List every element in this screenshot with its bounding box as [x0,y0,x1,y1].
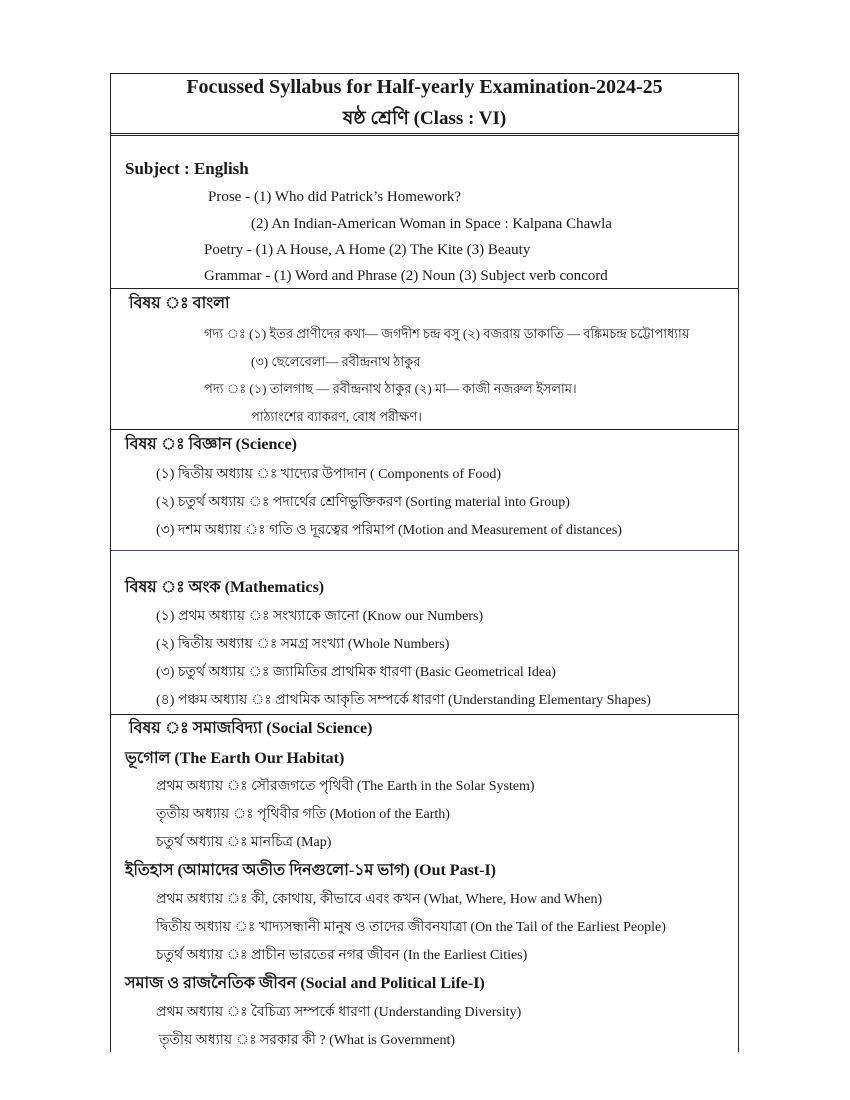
page-title: Focussed Syllabus for Half-yearly Examination-2024-25 [186,76,663,98]
section-divider [111,429,738,430]
bangla-line: পাঠ্যাংশের ব্যাকরণ, বোধ পরীক্ষণ। [251,409,422,424]
section-divider [111,550,738,551]
history-line: প্রথম অধ্যায় ঃ কী, কোথায়, কীভাবে এবং কখন (What, Where, How and When) [156,892,603,907]
polity-line: প্রথম অধ্যায় ঃ বৈচিত্র্য সম্পর্কে ধারণা (Understanding Diversity) [156,1005,522,1020]
english-line: Grammar - (1) Word and Phrase (2) Noun (3) Subject verb concord [204,268,608,284]
science-line: (২) চতুর্থ অধ্যায় ঃ পদার্থের শ্রেণিভুক্তিকরণ (Sorting material into Group) [156,495,570,510]
header-divider [111,133,738,136]
bangla-line: (৩) ছেলেবেলা— রবীন্দ্রনাথ ঠাকুর [251,354,421,369]
polity-heading: সমাজ ও রাজনৈতিক জীবন (Social and Political Life-I) [125,975,485,992]
math-line: (২) দ্বিতীয় অধ্যায় ঃ সমগ্র সংখ্যা (Whole Numbers) [156,637,450,652]
geography-line: চতুর্থ অধ্যায় ঃ মানচিত্র (Map) [156,835,332,850]
syllabus-frame [110,73,739,1052]
history-heading: ইতিহাস (আমাদের অতীত দিনগুলো-১ম ভাগ) (Out Past-I) [125,862,497,879]
science-line: (১) দ্বিতীয় অধ্যায় ঃ খাদ্যের উপাদান ( Components of Food) [156,467,502,482]
english-line: Prose - (1) Who did Patrick’s Homework? [208,189,462,205]
geography-line: প্রথম অধ্যায় ঃ সৌরজগতে পৃথিবী (The Earth in the Solar System) [156,779,535,794]
math-heading: বিষয় ঃ অংক (Mathematics) [125,579,325,596]
history-line: চতুর্থ অধ্যায় ঃ প্রাচীন ভারতের নগর জীবন (In the Earliest Cities) [156,948,528,963]
section-divider [111,288,738,289]
bangla-heading: বিষয় ঃ বাংলা [129,295,230,312]
bangla-line: পদ্য ঃ (১) তালগাছ — রবীন্দ্রনাথ ঠাকুর (২) মা— কাজী নজরুল ইসলাম। [204,381,577,396]
math-line: (৪) পঞ্চম অধ্যায় ঃ প্রাথমিক আকৃতি সম্পর্কে ধারণা (Understanding Elementary Shapes) [156,693,651,708]
english-heading: Subject : English [125,159,249,178]
science-heading: বিষয় ঃ বিজ্ঞান (Science) [125,436,297,453]
english-line: Poetry - (1) A House, A Home (2) The Kite (3) Beauty [204,242,531,258]
section-divider [111,714,738,715]
class-subtitle: ষষ্ঠ শ্রেণি (Class : VI) [342,108,507,129]
polity-line: তৃতীয় অধ্যায় ঃ সরকার কী ? (What is Government) [159,1033,456,1048]
geography-heading: ভূগোল (The Earth Our Habitat) [125,750,345,767]
math-line: (৩) চতুর্থ অধ্যায় ঃ জ্যামিতির প্রাথমিক ধারণা (Basic Geometrical Idea) [156,665,556,680]
english-line: (2) An Indian-American Woman in Space : Kalpana Chawla [251,216,612,232]
history-line: দ্বিতীয় অধ্যায় ঃ খাদ্যসন্ধানী মানুষ ও তাদের জীবনযাত্রা (On the Tail of the Earliest People) [156,920,666,935]
science-line: (৩) দশম অধ্যায় ঃ গতি ও দূরত্বের পরিমাপ (Motion and Measurement of distances) [156,523,622,538]
header [111,74,738,134]
social-heading: বিষয় ঃ সমাজবিদ্যা (Social Science) [129,720,373,737]
geography-line: তৃতীয় অধ্যায় ঃ পৃথিবীর গতি (Motion of the Earth) [156,807,450,822]
math-line: (১) প্রথম অধ্যায় ঃ সংখ্যাকে জানো (Know our Numbers) [156,609,484,624]
bangla-line: গদ্য ঃ (১) ইতর প্রাণীদের কথা— জগদীশ চন্দ্র বসু (২) বজরায় ডাকাতি — বঙ্কিমচন্দ্র চট্টোপাধ্যায় [204,326,690,341]
